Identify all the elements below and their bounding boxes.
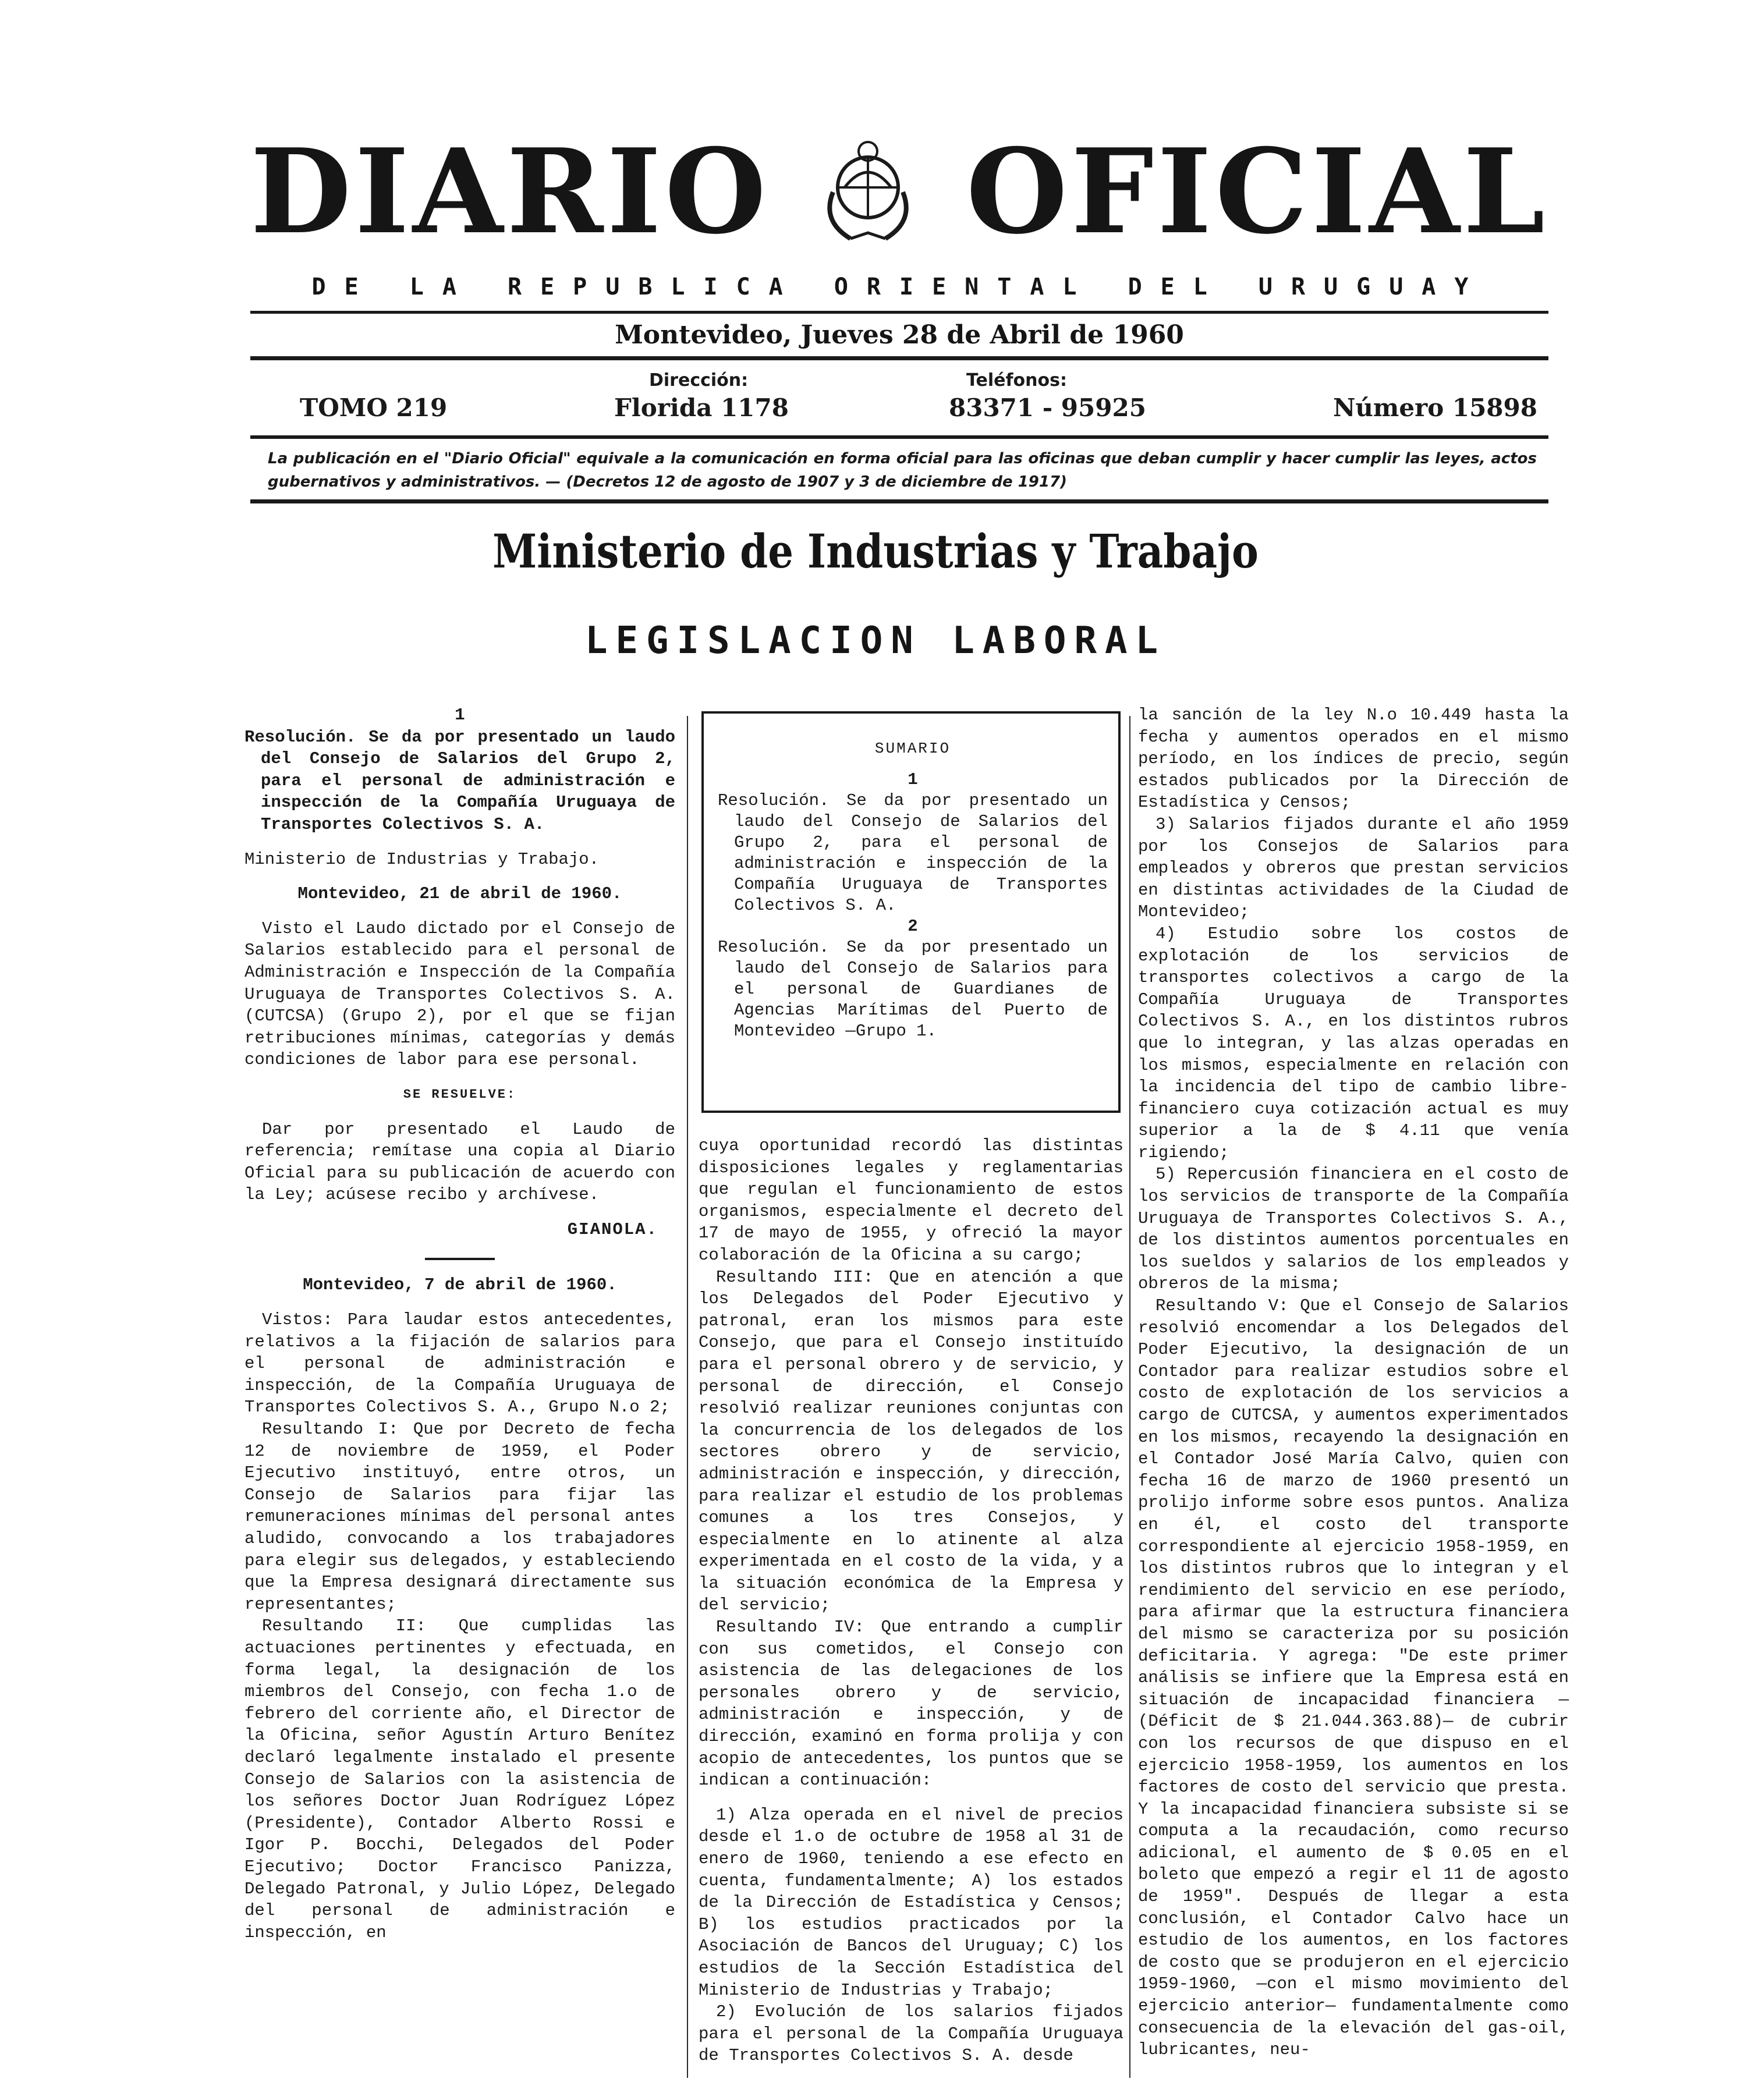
resultando-5: Resultando V: Que el Consejo de Salarios resolvió encomendar a los Delegados del Poder Ejecutivo, la designación de un Contador para realizar estudios sobre el costo de explotación de los servicios a cargo de CUTCSA, y aumentos experimentados en los mismos, recayendo la designación en el Contador José María Calvo, quien con fecha 16 de marzo de 1960 presentó un prolijo informe sobre esos puntos. Analiza en él, el costo del transporte correspondiente al ejercicio 1958-1959, en los distintos rubros que lo integran y el rendimiento del servicio en ese período, para afirmar que la estructura financiera del mismo se caracteriza por su posición deficitaria. Y agrega: "De este primer análisis se infiere que la Empresa está en situación de incapacidad financiera —(Déficit de $ 21.044.363.88)— de cubrir con los recursos de que dispuso en el ejercicio 1958-1959, los aumentos en los factores de costo del servicio que presta. Y la incapacidad financiera subsiste si se computa a la recaudación, como recurso adicional, el aumento de $ 0.05 en el boleto que empezó a regir el 11 de agosto de 1959". Después de llegar a esta conclusión, el Contador Calvo hace un estudio de los aumentos, en los factores de costo que se produjeron en el ejercicio 1959-1960, —con el mismo movimiento del ejercicio anterior— fundamentalmente como consecuencia de la elevación del gas-oil, lubricantes, neu- <box>1138 1296 1569 2060</box>
legal-notice: La publicación en el "Diario Oficial" equivale a la comunicación en forma oficial para las oficinas que deban cumplir y hacer cumplir las leyes, actos gubernativos y administrativos. — (Decretos 12 de agosto de 1907 y 3 de diciembre de 1917) <box>268 450 1537 491</box>
header-rule <box>250 311 1548 314</box>
list-item: 2) Evolución de los salarios fijados para el personal de la Compañía Uruguaya de Transportes Colectivos S. A. desde <box>699 2002 1123 2066</box>
list-item: 4) Estudio sobre los costos de explotación de los servicios de transportes colectivos a cargo de la Compañía Uruguaya de Transportes Colectivos S. A., en los distintos rubros que lo integran, y las alzas operadas en los mismos, especialmente en relación con la incidencia del tipo de cambio libre-financiero cuya cotización actual es muy superior a la de $ 4.11 que venía rigiendo; <box>1138 924 1569 1162</box>
telefonos-value: 83371 - 95925 <box>949 393 1146 422</box>
resolution-lead: Resolución. <box>244 727 356 747</box>
tomo-number: TOMO 219 <box>300 393 448 422</box>
column-divider <box>1129 716 1130 2078</box>
resultando-4: Resultando IV: Que entrando a cumplir con sus cometidos, el Consejo con asistencia de las delegaciones de los personales obrero y de servicio, administración e inspección, y de dirección, examinó en forma prolija y con acopio de antecedentes, los puntos que se indican a continuación: <box>699 1617 1123 1790</box>
resolution-summary <box>244 726 675 836</box>
list-item: 3) Salarios fijados durante el año 1959 por los Consejos de Salarios para empleados y obreros que prestan servicios en distintas actividades de la Ciudad de Montevideo; <box>1138 814 1569 922</box>
section-heading: LEGISLACION LABORAL <box>584 619 1167 662</box>
resolution-date: Montevideo, 21 de abril de 1960. <box>297 884 622 904</box>
column-left <box>244 704 675 1943</box>
paragraph: cuya oportunidad recordó las distintas disposiciones legales y reglamentarias que regulan el funcionamiento de estos organismos, especialmente el decreto del 17 de mayo de 1955, y ofreció la mayor colaboración de la Oficina a su cargo; <box>699 1136 1123 1265</box>
masthead-title-left: DIARIO <box>250 123 770 260</box>
vistos-paragraph: Vistos: Para laudar estos antecedentes, relativos a la fijación de salarios para el personal de administración e inspección, de la Compañía Uruguaya de Transportes Colectivos S. A., Grupo N.o 2; <box>244 1310 675 1417</box>
sumario-number: 1 <box>908 770 918 789</box>
sumario-item: Resolución. Se da por presentado un laudo del Consejo de Salarios del Grupo 2, para el personal de administración e inspección de la Compañía Uruguaya de Transportes Colectivos S. A. <box>718 791 1108 915</box>
sumario-number: 2 <box>908 917 918 936</box>
coat-of-arms-icon <box>810 134 926 250</box>
column-divider <box>687 716 688 2078</box>
issue-number: Número 15898 <box>1333 393 1537 422</box>
sumario-item: Resolución. Se da por presentado un laudo del Consejo de Salarios para el personal de Guardianes de Agencias Marítimas del Puerto de Montevideo —Grupo 1. <box>718 938 1108 1041</box>
visto-paragraph: Visto el Laudo dictado por el Consejo de Salarios establecido para el personal de Administración e Inspección de la Compañía Uruguaya de Transportes Colectivos S. A. (CUTCSA) (Grupo 2), por el que se fijan retribuciones mínimas, categorías y demás condiciones de labor para ese personal. <box>244 918 675 1070</box>
header-rule <box>250 435 1548 439</box>
resultando-1: Resultando I: Que por Decreto de fecha 12 de noviembre de 1959, el Poder Ejecutivo instituyó, entre otros, un Consejo de Salarios para fijar las remuneraciones mínimas del personal antes aludido, convocando a los trabajadores para elegir sus delegados, y estableciendo que la Empresa designará directamente sus representantes; <box>244 1420 675 1614</box>
sumario-box <box>701 711 1121 1113</box>
header-rule <box>250 499 1548 503</box>
direccion-value: Florida 1178 <box>614 393 789 422</box>
separator-rule <box>425 1258 495 1260</box>
resuelve-heading: SE RESUELVE: <box>403 1087 517 1102</box>
column-right <box>1138 704 1569 2061</box>
resolution-paragraph: Dar por presentado el Laudo de referencia; remítase una copia al Diario Oficial para su publicación de acuerdo con la Ley; acúsese recibo y archívese. <box>244 1119 675 1205</box>
header-rule <box>250 356 1548 360</box>
direccion-label: Dirección: <box>649 370 749 391</box>
signature: GIANOLA. <box>567 1219 658 1239</box>
laudo-date: Montevideo, 7 de abril de 1960. <box>303 1275 617 1295</box>
masthead-title-right: OFICIAL <box>966 123 1548 260</box>
issue-date: Montevideo, Jueves 28 de Abril de 1960 <box>615 320 1184 350</box>
sumario-title: SUMARIO <box>874 740 951 757</box>
ministry-line: Ministerio de Industrias y Trabajo. <box>244 849 600 869</box>
masthead <box>250 123 1548 260</box>
article-number: 1 <box>455 705 465 725</box>
ministry-heading: Ministerio de Industrias y Trabajo <box>492 524 1259 579</box>
resolution-text: Se da por presentado un laudo del Consejo de Salarios del Grupo 2, para el personal de administración e inspección de la Compañía Uruguaya de Transportes Colectivos S. A. <box>261 727 676 834</box>
telefonos-label: Teléfonos: <box>966 370 1067 391</box>
resultando-2: Resultando II: Que cumplidas las actuaciones pertinentes y efectuada, en forma legal, la designación de los miembros del Consejo, con fecha 1.o de febrero del corriente año, el Director de la Oficina, señor Agustín Arturo Benítez declaró legalmente instalado el presente Consejo de Salarios con la asistencia de los señores Doctor Juan Rodríguez López (Presidente), Contador Alberto Rossi e Igor P. Bocchi, Delegados del Poder Ejecutivo; Doctor Francisco Panizza, Delegado Patronal, y Julio López, Delegado del personal de administración e inspección, en <box>244 1616 675 1942</box>
list-item: 5) Repercusión financiera en el costo de los servicios de transporte de la Compañía Uruguaya de Transportes Colectivos S. A., de los distintos aumentos porcentuales en los sueldos y salarios de los empleados y obreros de la misma; <box>1138 1165 1569 1294</box>
resultando-3: Resultando III: Que en atención a que los Delegados del Poder Ejecutivo y patronal, eran los mismos para este Consejo, que para el Consejo instituído para el personal obrero y de servicio, y personal de dirección, el Consejo resolvió realizar reuniones conjuntas con la concurrencia de los delegados de los sectores obrero y de servicio, administración e inspección, y dirección, para realizar el estudio de los problemas comunes a los tres Consejos, y especialmente en lo atinente al alza experimentada en el costo de la vida, y a la situación económica de la Empresa y del servicio; <box>699 1267 1123 1615</box>
list-item: 1) Alza operada en el nivel de precios desde el 1.o de octubre de 1958 al 31 de enero de 1960, teniendo a ese efecto en cuenta, fundamentalmente; A) los estados de la Dirección de Estadística y Censos; B) los estudios practicados por la Asociación de Bancos del Uruguay; C) los estudios de la Sección Estadística del Ministerio de Industrias y Trabajo; <box>699 1805 1123 2000</box>
column-middle <box>699 1135 1123 2067</box>
paragraph: la sanción de la ley N.o 10.449 hasta la fecha y aumentos operados en el mismo período, en los índices de precio, según estados publicados por la Dirección de Estadística y Censos; <box>1138 705 1569 813</box>
masthead-subtitle: DE LA REPUBLICA ORIENTAL DEL URUGUAY <box>311 274 1487 300</box>
